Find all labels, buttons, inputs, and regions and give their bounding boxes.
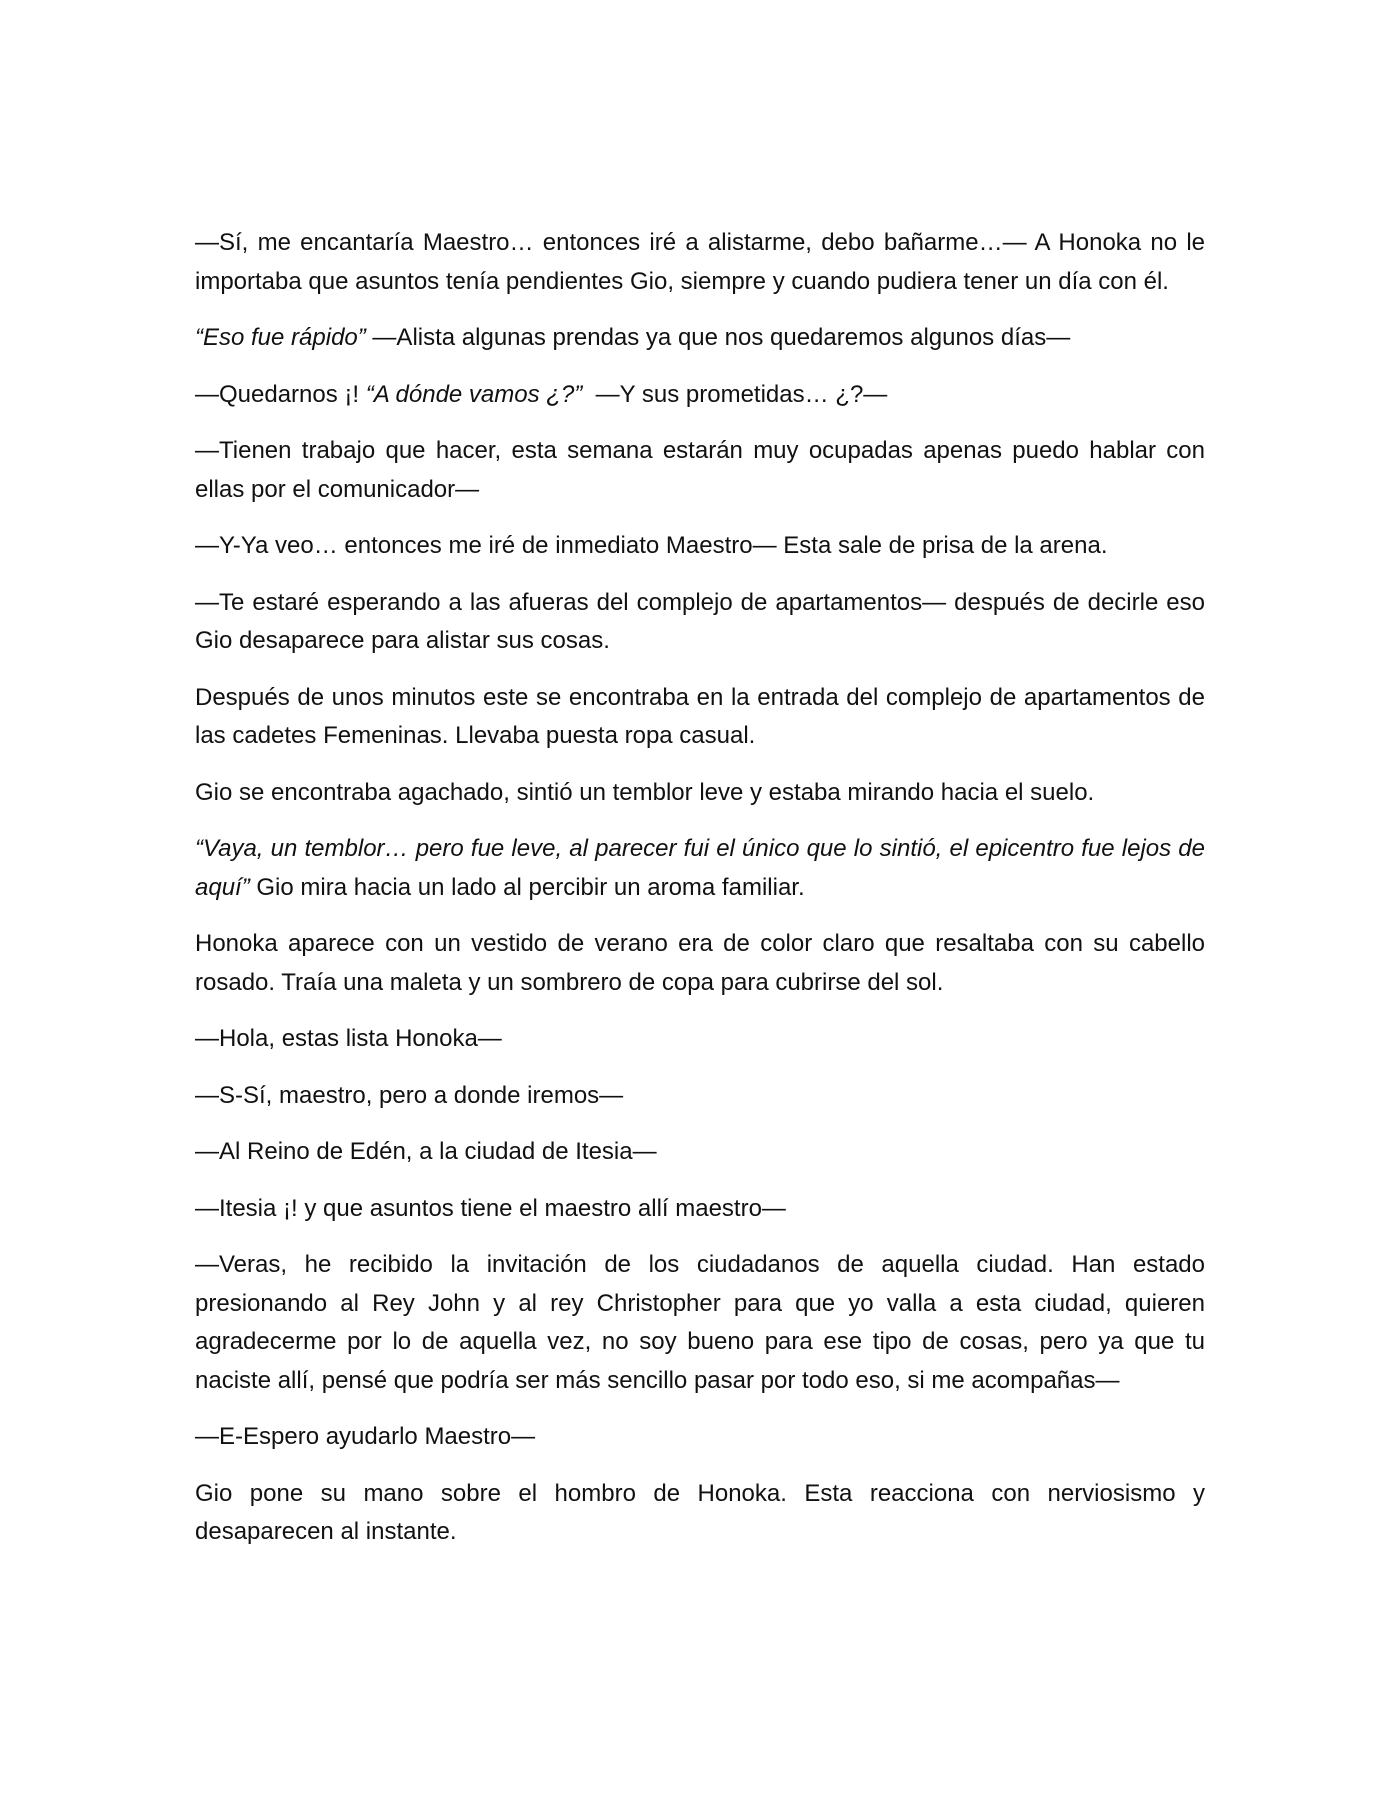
paragraph-text: —Tienen trabajo que hacer, esta semana estarán muy ocupadas apenas puedo hablar con ellas por el comunicador—	[195, 437, 1205, 503]
italic-thought: “A dónde vamos ¿?”	[365, 380, 583, 408]
paragraph	[195, 1246, 1205, 1400]
paragraph	[195, 830, 1205, 907]
document-body	[195, 224, 1205, 1570]
paragraph-text: —S-Sí, maestro, pero a donde iremos—	[195, 1081, 624, 1109]
paragraph-text: —Veras, he recibido la invitación de los ciudadanos de aquella ciudad. Han estado presionando al Rey John y al rey Christopher para que yo valla a esta ciudad, quieren agradecerme por lo de aquella vez, no soy bueno para ese tipo de cosas, pero ya que tu naciste allí, pensé que podría ser más sencillo pasar por todo eso, si me acompañas—	[195, 1251, 1205, 1394]
paragraph-text: —Y sus prometidas… ¿?—	[582, 380, 888, 408]
paragraph	[195, 376, 1205, 415]
italic-thought: “Vaya, un temblor… pero fue leve, al parecer fui el único que lo sintió, el epicentro fue lejos de aquí”	[195, 835, 1205, 901]
paragraph-text: —Hola, estas lista Honoka—	[195, 1025, 502, 1052]
paragraph-text: —E-Espero ayudarlo Maestro—	[195, 1423, 536, 1450]
paragraph-text: —Alista algunas prendas ya que nos quedaremos algunos días—	[365, 324, 1071, 351]
paragraph	[195, 1418, 1205, 1457]
paragraph	[195, 679, 1205, 756]
paragraph-text: Después de unos minutos este se encontraba en la entrada del complejo de apartamentos de las cadetes Femeninas. Llevaba puesta ropa casual.	[195, 683, 1205, 749]
paragraph-text: Gio pone su mano sobre el hombro de Honoka. Esta reacciona con nerviosismo y desaparecen al instante.	[195, 1479, 1205, 1545]
paragraph-text: Honoka aparece con un vestido de verano era de color claro que resaltaba con su cabello rosado. Traía una maleta y un sombrero de copa para cubrirse del sol.	[195, 930, 1205, 996]
paragraph	[195, 1133, 1205, 1172]
paragraph	[195, 527, 1205, 566]
italic-thought: “Eso fue rápido”	[195, 324, 366, 351]
paragraph	[195, 584, 1205, 661]
paragraph	[195, 774, 1205, 813]
paragraph-text: —Quedarnos ¡!	[195, 380, 366, 408]
paragraph	[195, 925, 1205, 1002]
paragraph	[195, 432, 1205, 509]
paragraph-text: —Sí, me encantaría Maestro… entonces iré a alistarme, debo bañarme…— A Honoka no le importaba que asuntos tenía pendientes Gio, siempre y cuando pudiera tener un día con él.	[195, 229, 1205, 295]
paragraph	[195, 1077, 1205, 1116]
paragraph-text: —Te estaré esperando a las afueras del complejo de apartamentos— después de decirle eso Gio desaparece para alistar sus cosas.	[195, 588, 1205, 654]
paragraph	[195, 1020, 1205, 1059]
paragraph	[195, 1475, 1205, 1552]
paragraph	[195, 319, 1205, 358]
paragraph-text: —Y-Ya veo… entonces me iré de inmediato Maestro— Esta sale de prisa de la arena.	[195, 532, 1108, 559]
paragraph	[195, 224, 1205, 301]
paragraph-text: —Itesia ¡! y que asuntos tiene el maestro allí maestro—	[195, 1194, 786, 1222]
paragraph-text: Gio mira hacia un lado al percibir un aroma familiar.	[249, 873, 805, 901]
paragraph	[195, 1190, 1205, 1229]
paragraph-text: —Al Reino de Edén, a la ciudad de Itesia—	[195, 1138, 657, 1165]
paragraph-text: Gio se encontraba agachado, sintió un temblor leve y estaba mirando hacia el suelo.	[195, 778, 1095, 806]
